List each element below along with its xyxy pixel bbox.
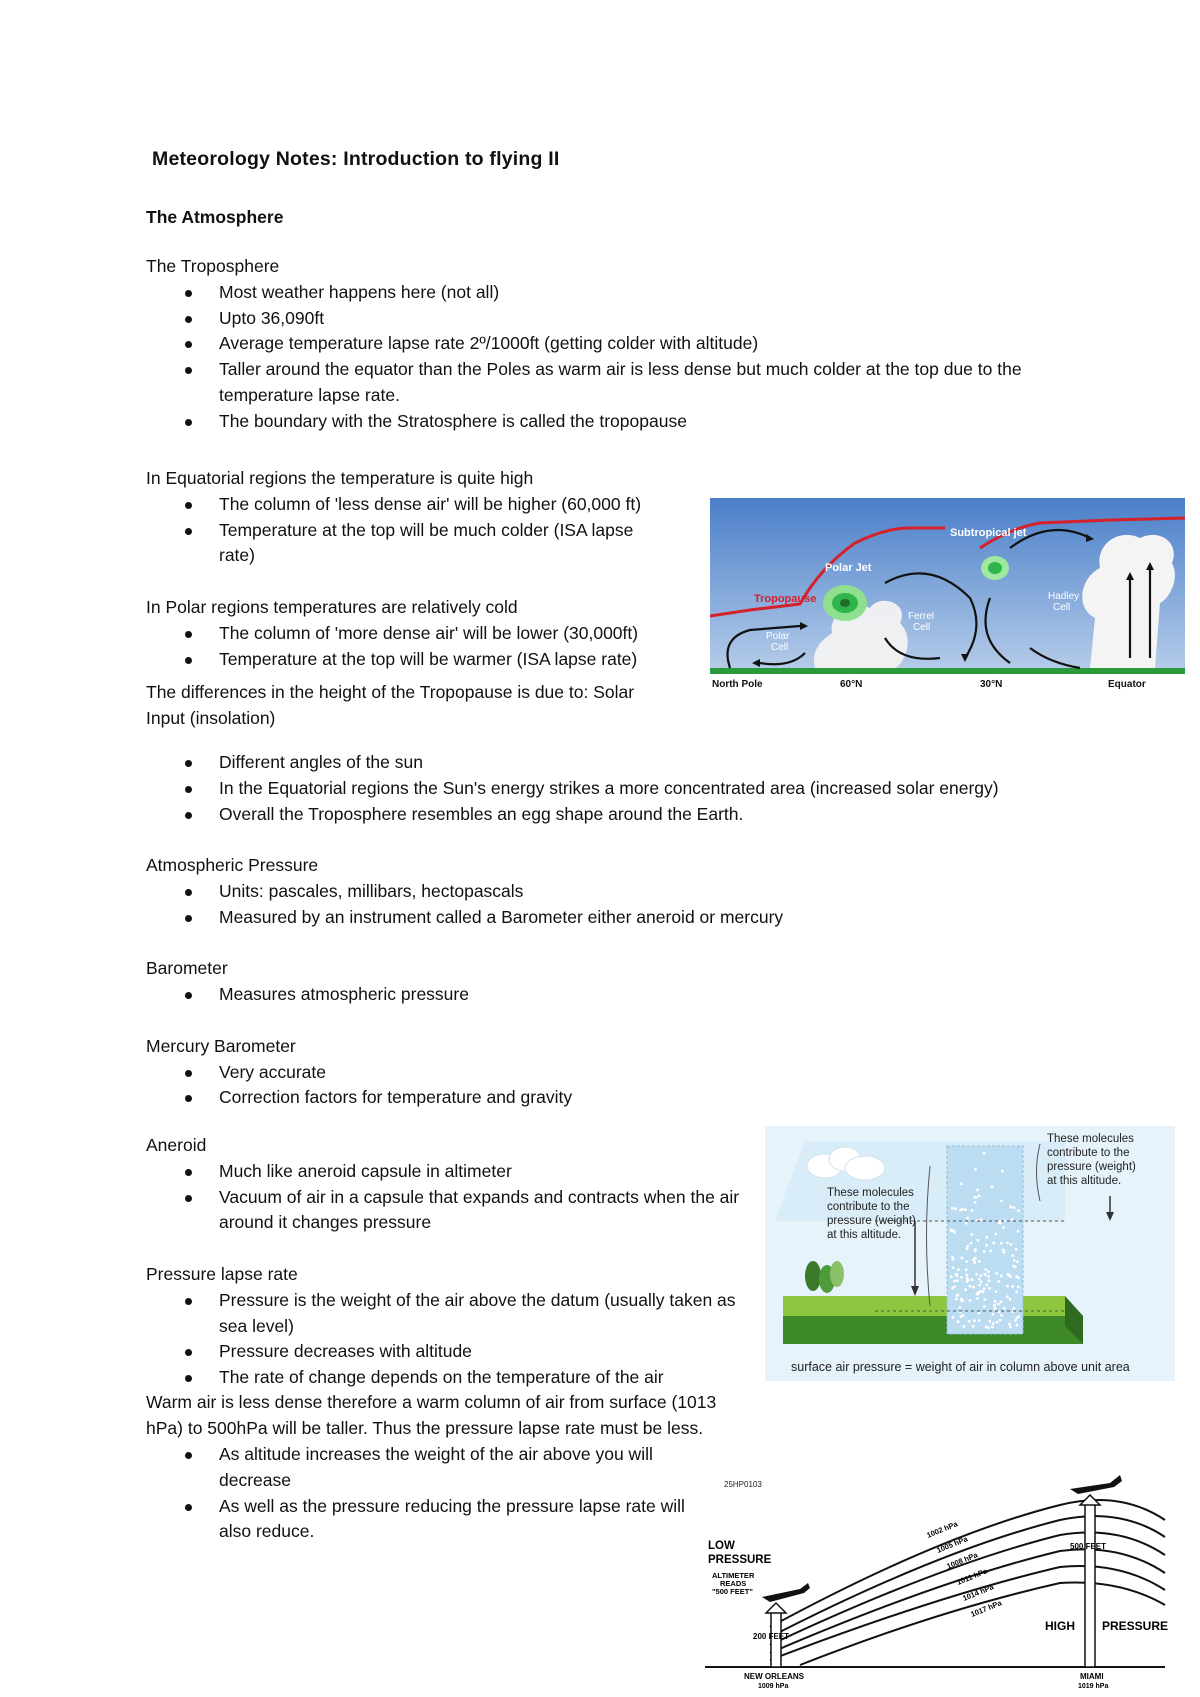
list-item: Measured by an instrument called a Barometer either aneroid or mercury (146, 905, 1076, 931)
air-molecule (985, 1284, 988, 1287)
list-item: Taller around the equator than the Poles as warm air is less dense but much colder at the top due to the temperature lapse rate. (146, 357, 1076, 409)
polar-cell-label-1: Polar (766, 631, 790, 642)
air-molecule (954, 1207, 957, 1210)
air-molecule (989, 1250, 992, 1253)
air-molecule (966, 1245, 969, 1248)
air-molecule (996, 1321, 999, 1324)
air-molecule (980, 1281, 983, 1284)
air-molecule (983, 1305, 986, 1308)
airplane-body (1070, 1475, 1122, 1494)
top-note-1: These molecules (1047, 1133, 1134, 1145)
air-molecule (980, 1218, 983, 1221)
hadley-cell-label-2: Cell (1053, 602, 1071, 613)
air-molecule (1015, 1290, 1018, 1293)
page-title: Meteorology Notes: Introduction to flying II (152, 148, 560, 170)
air-molecule (994, 1233, 997, 1236)
column-caption: surface air pressure = weight of air in column above unit area (791, 1360, 1130, 1374)
air-molecule (987, 1275, 990, 1278)
air-molecule (978, 1284, 981, 1287)
air-molecule (966, 1248, 969, 1251)
left-city-pressure: 1009 hPa (758, 1683, 789, 1690)
air-molecule (972, 1325, 975, 1328)
air-molecule (1000, 1274, 1003, 1277)
right-city-pressure: 1019 hPa (1078, 1683, 1109, 1690)
isobar-label: 1008 hPa (945, 1550, 979, 1571)
mercury-barometer-list (146, 1060, 1076, 1112)
altimeter-label-3: "500 FEET" (712, 1587, 753, 1596)
air-molecule (987, 1270, 990, 1273)
air-molecule (992, 1322, 995, 1325)
list-item: The boundary with the Stratosphere is called the tropopause (146, 409, 1076, 435)
list-item: Correction factors for temperature and gravity (146, 1085, 1076, 1111)
atmospheric-pressure-heading: Atmospheric Pressure (146, 855, 319, 876)
air-column-diagram (765, 1126, 1175, 1381)
list-item: In the Equatorial regions the Sun's energy strikes a more concentrated area (increased solar energy) (146, 776, 1076, 802)
left-height-arrow-head (766, 1603, 786, 1613)
ground-strip (710, 668, 1185, 674)
air-molecule (978, 1260, 981, 1263)
air-molecule (1012, 1265, 1015, 1268)
air-molecule (960, 1276, 963, 1279)
airplane-body (762, 1583, 810, 1602)
left-note-2: contribute to the (827, 1201, 910, 1213)
air-molecule (960, 1257, 963, 1260)
air-molecule (978, 1312, 981, 1315)
air-molecule (997, 1280, 1000, 1283)
lat-30-label: 30°N (980, 679, 1003, 690)
list-item: Temperature at the top will be much colder (ISA lapse rate) (146, 518, 672, 570)
air-molecule (983, 1250, 986, 1253)
pressure-lapse-heading: Pressure lapse rate (146, 1263, 298, 1284)
warm-air-paragraph: Warm air is less dense therefore a warm column of air from surface (1013 hPa) to 500hPa will be taller. Thus the pressure lapse rate must be less. (146, 1392, 717, 1438)
top-note-3: pressure (weight) (1047, 1161, 1136, 1173)
air-molecule (950, 1229, 953, 1232)
air-molecule (956, 1294, 959, 1297)
air-molecule (1010, 1243, 1013, 1246)
air-molecule (952, 1258, 955, 1261)
air-molecule (1000, 1242, 1003, 1245)
list-item: As altitude increases the weight of the air above you will decrease (146, 1442, 686, 1494)
polar-cell-label-2: Cell (771, 642, 789, 653)
low-label-2: PRESSURE (708, 1554, 772, 1566)
differences-list (146, 750, 1076, 827)
air-molecule (965, 1268, 968, 1271)
air-molecule (991, 1326, 994, 1329)
air-molecule (956, 1279, 959, 1282)
right-city-label: MIAMI (1080, 1672, 1104, 1681)
air-molecule (991, 1313, 994, 1316)
ferrel-cell-label-2: Cell (913, 622, 931, 633)
air-molecule (970, 1242, 973, 1245)
air-molecule (974, 1250, 977, 1253)
polar-jet-label: Polar Jet (825, 562, 872, 574)
air-molecule (1000, 1200, 1003, 1203)
list-item: Units: pascales, millibars, hectopascals (146, 879, 1076, 905)
air-molecule (976, 1293, 979, 1296)
air-molecule (992, 1242, 995, 1245)
air-molecule (1006, 1242, 1009, 1245)
air-molecule (951, 1207, 954, 1210)
figure-code: 25HP0103 (724, 1480, 762, 1489)
air-molecule (974, 1168, 977, 1171)
subtropical-jet-label: Subtropical jet (950, 527, 1027, 539)
pressure-altitude-diagram (700, 1465, 1170, 1695)
air-molecule (973, 1319, 976, 1322)
air-molecule (1001, 1170, 1004, 1173)
air-molecule (993, 1304, 996, 1307)
mercury-barometer-heading: Mercury Barometer (146, 1035, 296, 1056)
air-molecule (960, 1183, 963, 1186)
air-molecule (955, 1298, 958, 1301)
air-molecule (998, 1221, 1001, 1224)
altitude-block (146, 1442, 686, 1545)
air-molecule (951, 1256, 954, 1259)
air-molecule (969, 1299, 972, 1302)
air-molecule (998, 1311, 1001, 1314)
isobar-label: 1014 hPa (961, 1582, 995, 1603)
aneroid-heading: Aneroid (146, 1135, 207, 1155)
air-molecule (993, 1307, 996, 1310)
air-molecule (997, 1303, 1000, 1306)
list-item: Average temperature lapse rate 2º/1000ft (getting colder with altitude) (146, 331, 1076, 357)
isobar-label: 1017 hPa (969, 1598, 1003, 1619)
left-note-1: These molecules (827, 1187, 914, 1199)
air-molecule (965, 1260, 968, 1263)
air-molecule (985, 1325, 988, 1328)
air-molecule (972, 1286, 975, 1289)
air-molecule (964, 1208, 967, 1211)
air-molecule (968, 1320, 971, 1323)
air-molecule (962, 1314, 965, 1317)
differences-intro: The differences in the height of the Tropopause is due to: Solar Input (insolation) (146, 682, 635, 729)
air-molecule (950, 1275, 953, 1278)
air-molecule (971, 1278, 974, 1281)
air-molecule (963, 1325, 966, 1328)
pressure-lapse-list (146, 1288, 746, 1391)
air-molecule (956, 1273, 959, 1276)
lat-60-label: 60°N (840, 679, 863, 690)
air-molecule (970, 1233, 973, 1236)
air-molecule (953, 1280, 956, 1283)
list-item: Vacuum of air in a capsule that expands and contracts when the air around it changes pressure (146, 1185, 746, 1237)
air-molecule (983, 1287, 986, 1290)
air-molecule (975, 1273, 978, 1276)
notes-text-block (146, 254, 1076, 460)
air-molecule (1006, 1285, 1009, 1288)
pressure-block (146, 750, 1076, 1111)
air-molecule (1002, 1249, 1005, 1252)
altimeter-label-1: ALTIMETER (712, 1571, 755, 1580)
air-molecule (1015, 1248, 1018, 1251)
air-molecule (976, 1239, 979, 1242)
section-heading-atmosphere: The Atmosphere (146, 207, 284, 227)
air-molecule (1008, 1323, 1011, 1326)
equatorial-list (146, 492, 672, 569)
air-molecule (959, 1209, 962, 1212)
list-item: The column of 'less dense air' will be higher (60,000 ft) (146, 492, 672, 518)
polar-list (146, 621, 672, 673)
air-molecule (980, 1274, 983, 1277)
air-molecule (1009, 1298, 1012, 1301)
right-height-arrow (1085, 1503, 1095, 1667)
polar-jet-core (840, 599, 850, 607)
list-item: Different angles of the sun (146, 750, 1076, 776)
list-item: The column of 'more dense air' will be lower (30,000ft) (146, 621, 672, 647)
air-molecule (1011, 1218, 1014, 1221)
air-molecule (1006, 1295, 1009, 1298)
air-molecule (1011, 1254, 1014, 1257)
list-item: Most weather happens here (not all) (146, 280, 1076, 306)
tree-icon (830, 1261, 844, 1287)
air-molecule (964, 1288, 967, 1291)
altimeter-label-2: READS (720, 1579, 747, 1588)
list-item: The rate of change depends on the temperature of the air (146, 1365, 746, 1391)
air-molecule (1010, 1205, 1013, 1208)
tropopause-label: Tropopause (754, 593, 817, 605)
air-molecule (1002, 1226, 1005, 1229)
list-item: Much like aneroid capsule in altimeter (146, 1159, 746, 1185)
left-city-label: NEW ORLEANS (744, 1672, 804, 1681)
air-molecule (1017, 1315, 1020, 1318)
air-molecule (978, 1194, 981, 1197)
troposphere-heading: The Troposphere (146, 256, 280, 276)
isobar-label: 1011 hPa (955, 1566, 989, 1587)
list-item: Temperature at the top will be warmer (ISA lapse rate) (146, 647, 672, 673)
list-item: Measures atmospheric pressure (146, 982, 1076, 1008)
ground-side (783, 1316, 1083, 1344)
air-molecule (976, 1189, 979, 1192)
air-molecule (1013, 1307, 1016, 1310)
barometer-heading: Barometer (146, 958, 228, 979)
air-molecule (1003, 1307, 1006, 1310)
air-molecule (1016, 1260, 1019, 1263)
cloud-puff (845, 1156, 885, 1180)
low-label-1: LOW (708, 1540, 735, 1552)
list-item: Upto 36,090ft (146, 306, 1076, 332)
air-molecule (985, 1244, 988, 1247)
air-molecule (970, 1209, 973, 1212)
air-molecule (984, 1298, 987, 1301)
equatorial-polar-block (146, 466, 672, 732)
air-molecule (1016, 1324, 1019, 1327)
air-molecule (1017, 1286, 1020, 1289)
north-pole-label: North Pole (712, 679, 763, 690)
air-molecule (1017, 1230, 1020, 1233)
right-height-label: 500 FEET (1070, 1542, 1107, 1551)
top-note-4: at this altitude. (1047, 1175, 1122, 1187)
air-molecule (994, 1300, 997, 1303)
air-molecule (1013, 1259, 1016, 1262)
air-molecule (961, 1300, 964, 1303)
air-molecule (988, 1279, 991, 1282)
air-molecule (976, 1297, 979, 1300)
air-molecule (986, 1236, 989, 1239)
isobar-label: 1005 hPa (935, 1534, 969, 1555)
air-molecule (983, 1273, 986, 1276)
air-molecule (972, 1258, 975, 1261)
air-molecule (1000, 1301, 1003, 1304)
high-label-2: PRESSURE (1102, 1619, 1169, 1633)
equator-label: Equator (1108, 679, 1146, 690)
air-molecule (973, 1261, 976, 1264)
air-molecule (967, 1279, 970, 1282)
air-molecule (1014, 1319, 1017, 1322)
air-molecule (952, 1266, 955, 1269)
left-note-4: at this altitude. (827, 1229, 902, 1241)
air-molecule (953, 1285, 956, 1288)
air-molecule (995, 1290, 998, 1293)
air-molecule (988, 1320, 991, 1323)
list-item: Overall the Troposphere resembles an egg shape around the Earth. (146, 802, 1076, 828)
air-molecule (978, 1319, 981, 1322)
circulation-diagram (710, 498, 1185, 690)
air-molecule (1017, 1209, 1020, 1212)
equatorial-intro: In Equatorial regions the temperature is quite high (146, 468, 534, 488)
air-molecule (1008, 1274, 1011, 1277)
list-item: Pressure is the weight of the air above the datum (usually taken as sea level) (146, 1288, 746, 1340)
air-molecule (965, 1274, 968, 1277)
air-molecule (965, 1222, 968, 1225)
air-molecule (978, 1278, 981, 1281)
altitude-list (146, 1442, 686, 1545)
left-height-label: 200 FEET (753, 1632, 790, 1641)
air-molecule (984, 1268, 987, 1271)
air-molecule (999, 1319, 1002, 1322)
hadley-cell-label-1: Hadley (1048, 591, 1080, 602)
barometer-list (146, 982, 1076, 1008)
isobar-label: 1002 hPa (925, 1519, 959, 1540)
aneroid-list (146, 1159, 746, 1236)
list-item: Pressure decreases with altitude (146, 1339, 746, 1365)
troposphere-list (146, 280, 1076, 435)
air-molecule (966, 1217, 969, 1220)
air-molecule (1011, 1285, 1014, 1288)
air-molecule (1017, 1276, 1020, 1279)
aneroid-block (146, 1133, 746, 1391)
air-molecule (974, 1196, 977, 1199)
air-molecule (983, 1152, 986, 1155)
air-molecule (1009, 1325, 1012, 1328)
list-item: Very accurate (146, 1060, 1076, 1086)
warm-air-block (146, 1390, 746, 1442)
atmospheric-pressure-list (146, 879, 1076, 931)
air-molecule (957, 1268, 960, 1271)
air-molecule (959, 1306, 962, 1309)
ferrel-cell-label-1: Ferrel (908, 611, 935, 622)
subtropical-jet-core (988, 562, 1002, 574)
air-molecule (1013, 1206, 1016, 1209)
air-molecule (974, 1201, 977, 1204)
top-note-2: contribute to the (1047, 1147, 1130, 1159)
air-molecule (995, 1272, 998, 1275)
airplane-icon-right (1070, 1475, 1122, 1494)
tree-icon (805, 1261, 821, 1291)
left-note-3: pressure (weight) (827, 1215, 916, 1227)
air-molecule (957, 1320, 960, 1323)
air-molecule (990, 1186, 993, 1189)
airplane-icon-left (762, 1583, 810, 1602)
air-molecule (982, 1290, 985, 1293)
high-label-1: HIGH (1045, 1619, 1075, 1633)
air-molecule (987, 1326, 990, 1329)
air-molecule (969, 1285, 972, 1288)
air-molecule (952, 1316, 955, 1319)
polar-intro: In Polar regions temperatures are relatively cold (146, 596, 518, 617)
air-molecule (988, 1287, 991, 1290)
list-item: As well as the pressure reducing the pressure lapse rate will also reduce. (146, 1494, 686, 1546)
air-molecule (1000, 1314, 1003, 1317)
